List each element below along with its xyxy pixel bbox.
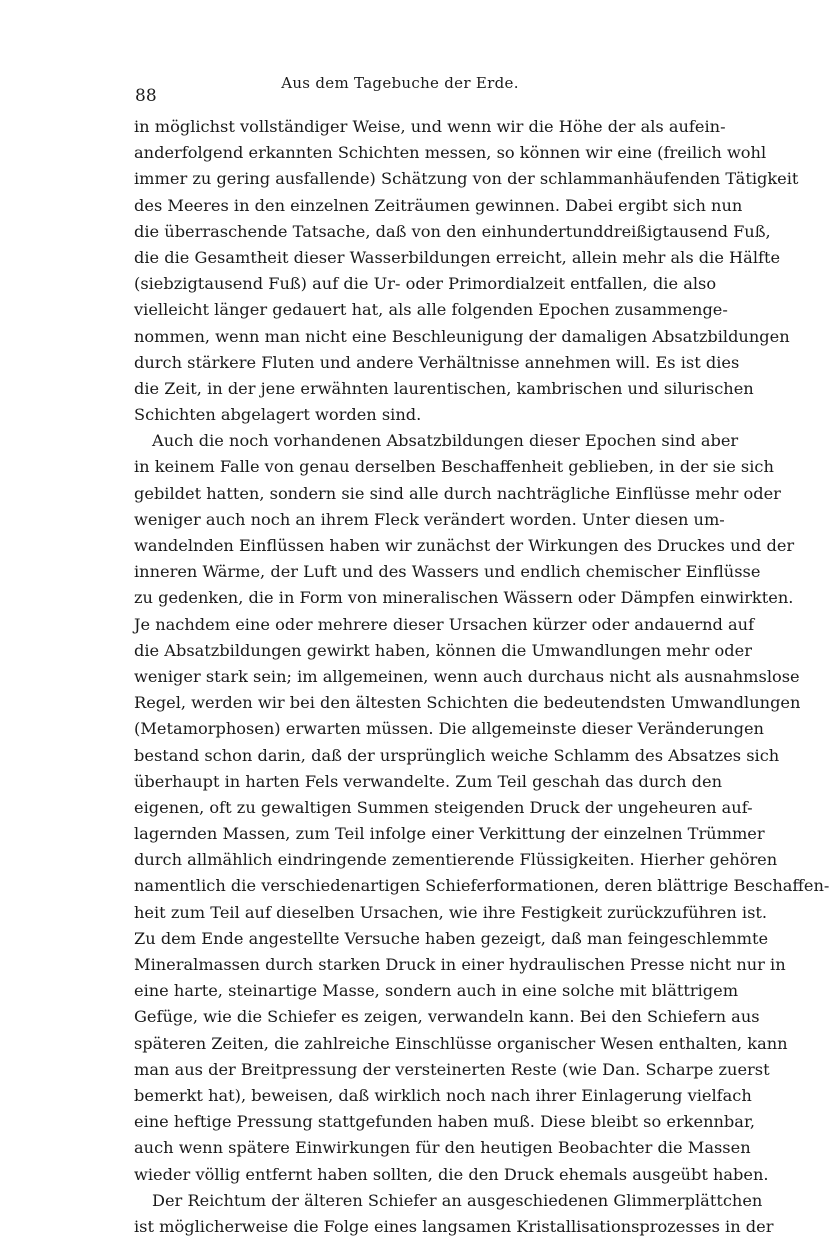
text-line: durch allmählich eindringende zementierende Flüssigkeiten. Hierher gehören [134, 850, 778, 870]
text-line: Regel, werden wir bei den ältesten Schichten die bedeutendsten Umwandlungen [134, 693, 801, 713]
text-line: in keinem Falle von genau derselben Beschaffenheit geblieben, in der sie sich [134, 457, 774, 477]
text-line: weniger stark sein; im allgemeinen, wenn auch durchaus nicht als ausnahmslose [134, 666, 800, 686]
text-line: auch wenn spätere Einwirkungen für den heutigen Beobachter die Massen [134, 1138, 751, 1158]
text-line: die Absatzbildungen gewirkt haben, können die Umwandlungen mehr oder [134, 640, 752, 660]
text-line: eine harte, steinartige Masse, sondern auch in eine solche mit blättrigem [134, 981, 739, 1001]
page-number: 88 [135, 86, 157, 106]
text-line: eigenen, oft zu gewaltigen Summen steigenden Druck der ungeheuren auf- [134, 797, 753, 817]
text-line: (siebzigtausend Fuß) auf die Ur- oder Primordialzeit entfallen, die also [134, 274, 717, 294]
text-line: Auch die noch vorhandenen Absatzbildungen dieser Epochen sind aber [152, 431, 739, 451]
text-line: in möglichst vollständiger Weise, und wenn wir die Höhe der als aufein- [134, 117, 726, 136]
text-line: überhaupt in harten Fels verwandelte. Zum Teil geschah das durch den [134, 771, 723, 791]
text-line: durch stärkere Fluten und andere Verhältnisse annehmen will. Es ist dies [134, 352, 740, 372]
body-text [134, 114, 829, 1240]
text-line: bestand schon darin, daß der ursprünglich weiche Schlamm des Absatzes sich [134, 745, 780, 765]
text-line: die Zeit, in der jene erwähnten laurentischen, kambrischen und silurischen [134, 378, 754, 398]
text-line: Je nachdem eine oder mehrere dieser Ursachen kürzer oder andauernd auf [134, 614, 755, 634]
text-line: man aus der Breitpressung der versteinerten Reste (wie Dan. Scharpe zuerst [134, 1059, 770, 1079]
text-line: die überraschende Tatsache, daß von den einhundertunddreißigtausend Fuß, [134, 221, 771, 241]
text-line: heit zum Teil auf dieselben Ursachen, wie ihre Festigkeit zurückzuführen ist. [134, 902, 768, 922]
text-line: zu gedenken, die in Form von mineralischen Wässern oder Dämpfen einwirkten. [134, 588, 794, 608]
text-line: wandelnden Einflüssen haben wir zunächst der Wirkungen des Druckes und der [134, 536, 795, 555]
running-header: Aus dem Tagebuche der Erde. [281, 74, 519, 92]
text-line: gebildet hatten, sondern sie sind alle durch nachträgliche Einflüsse mehr oder [134, 483, 781, 503]
text-line: Schichten abgelagert worden sind. [134, 405, 422, 425]
text-line: bemerkt hat), beweisen, daß wirklich noch nach ihrer Einlagerung vielfach [134, 1085, 752, 1105]
text-line: Gefüge, wie die Schiefer es zeigen, verwandeln kann. Bei den Schiefern aus [134, 1007, 760, 1027]
text-line: wieder völlig entfernt haben sollten, die den Druck ehemals ausgeübt haben. [134, 1164, 769, 1184]
text-line: inneren Wärme, der Luft und des Wassers und endlich chemischer Einflüsse [134, 562, 761, 582]
text-line: immer zu gering ausfallende) Schätzung von der schlammanhäufenden Tätigkeit [134, 169, 799, 189]
text-line: namentlich die verschiedenartigen Schieferformationen, deren blättrige Beschaffen- [134, 876, 829, 896]
text-line: späteren Zeiten, die zahlreiche Einschlüsse organischer Wesen enthalten, kann [134, 1033, 788, 1053]
text-line: weniger auch noch an ihrem Fleck verändert worden. Unter diesen um- [134, 509, 725, 529]
text-line: ist möglicherweise die Folge eines langsamen Kristallisationsprozesses in der [134, 1216, 774, 1236]
text-line: (Metamorphosen) erwarten müssen. Die allgemeinste dieser Veränderungen [134, 719, 764, 739]
text-line: lagernden Massen, zum Teil infolge einer Verkittung der einzelnen Trümmer [134, 824, 765, 844]
text-line: des Meeres in den einzelnen Zeiträumen gewinnen. Dabei ergibt sich nun [134, 195, 743, 215]
text-line: die die Gesamtheit dieser Wasserbildungen erreicht, allein mehr als die Hälfte [134, 247, 781, 267]
paragraph-2 [134, 428, 829, 1187]
text-line: anderfolgend erkannten Schichten messen, so können wir eine (freilich wohl [134, 143, 767, 163]
text-line: nommen, wenn man nicht eine Beschleunigung der damaligen Absatzbildungen [134, 326, 790, 346]
text-line: Mineralmassen durch starken Druck in einer hydraulischen Presse nicht nur in [134, 955, 786, 974]
text-line: eine heftige Pressung stattgefunden haben muß. Diese bleibt so erkennbar, [134, 1112, 756, 1132]
text-line: Der Reichtum der älteren Schiefer an ausgeschiedenen Glimmerplättchen [152, 1190, 763, 1210]
text-line: vielleicht länger gedauert hat, als alle folgenden Epochen zusammenge- [134, 300, 728, 320]
paragraph-1 [134, 114, 799, 428]
paragraph-3 [134, 1188, 774, 1240]
text-line: Zu dem Ende angestellte Versuche haben gezeigt, daß man feingeschlemmte [134, 928, 769, 948]
